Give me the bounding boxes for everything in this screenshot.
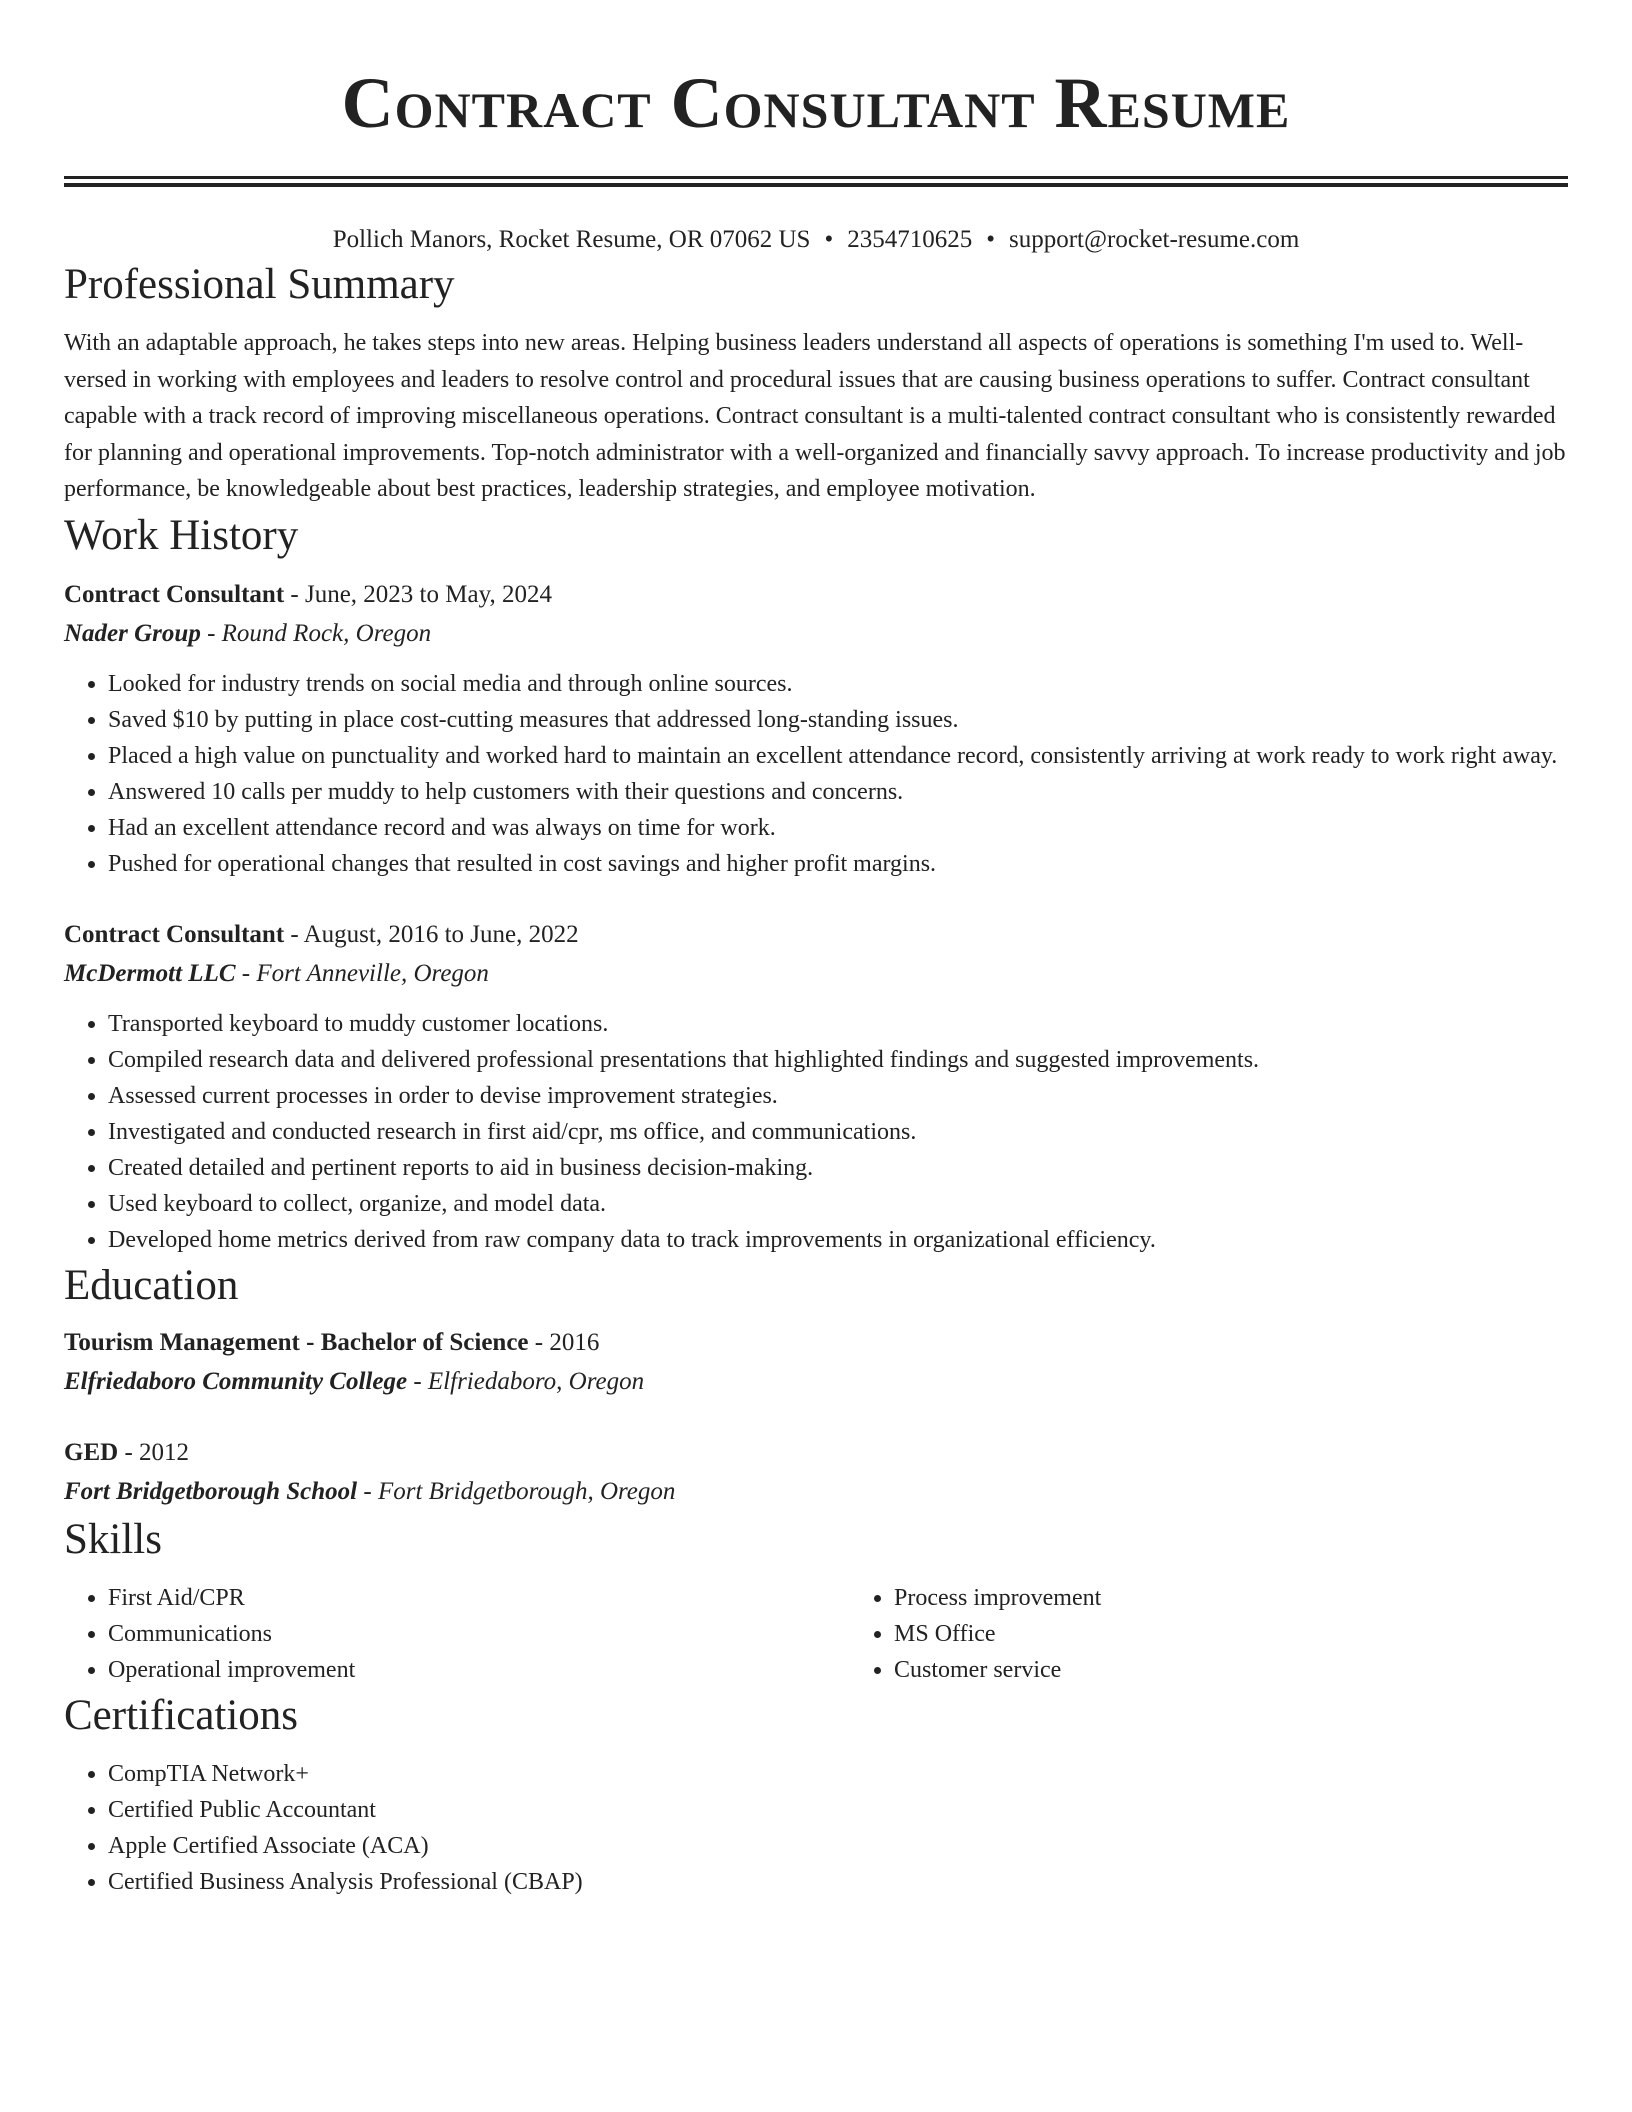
list-item: • Transported keyboard to muddy customer locations. [108,1006,1568,1042]
certification-item: • Certified Business Analysis Professional (CBAP) [108,1864,1568,1900]
list-item: • Assessed current processes in order to devise improvement strategies. [108,1078,1568,1114]
education-degree-line [64,1434,1568,1472]
work-history-heading: Work History [64,511,299,559]
list-item: • Had an excellent attendance record and was always on time for work. [108,810,1568,846]
education-school: Fort Bridgetborough School [64,1477,358,1505]
skill-item: • MS Office [894,1616,1632,1652]
education-degree-line [64,1324,1568,1362]
contact-separator: • [986,226,995,253]
list-item: • Pushed for operational changes that resulted in cost savings and higher profit margins. [108,846,1568,882]
contact-phone: 2354710625 [847,226,973,253]
certification-item: • Certified Public Accountant [108,1792,1568,1828]
job-company-line [64,954,1568,994]
certifications-heading: Certifications [64,1691,299,1739]
contact-address: Pollich Manors, Rocket Resume, OR 07062 US [332,226,811,253]
job-entry [64,916,1568,1258]
job-dates: - August, 2016 to June, 2022 [284,920,579,948]
list-item: • Compiled research data and delivered professional presentations that highlighted findings and suggested improvements. [108,1042,1568,1078]
skills-right-column [850,1580,1632,1688]
education-school: Elfriedaboro Community College [64,1367,408,1395]
education-degree: Tourism Management - Bachelor of Science [64,1328,529,1356]
education-entry [64,1434,1568,1512]
job-title: Contract Consultant [64,580,285,608]
resume-title: Contract Consultant Resume [341,63,1291,143]
education-year: - 2012 [118,1438,190,1466]
skills-heading: Skills [64,1515,162,1563]
skills-left-column [64,1580,850,1688]
education-school-line [64,1472,1568,1512]
job-entry [64,576,1568,882]
summary-text: With an adaptable approach, he takes steps into new areas. Helping business leaders understand all aspects of operations is something I'm used to. Well-versed in working with employees and leaders to resolve control and procedural issues that are causing business operations to suffer. Contract consultant capable with a track record of improving miscellaneous operations. Contract consultant is a multi-talented contract consultant who is consistently rewarded for planning and operational improvements. Top-notch administrator with a well-organized and financially savvy approach. To increase productivity and job performance, be knowledgeable about best practices, leadership strategies, and employee motivation. [64,330,1566,502]
list-item: • Looked for industry trends on social media and through online sources. [108,666,1568,702]
job-location: - Fort Anneville, Oregon [235,959,489,987]
summary-heading: Professional Summary [64,261,455,308]
title-double-rule [64,176,1568,187]
certifications-list [64,1756,1568,1900]
list-item: • Used keyboard to collect, organize, and model data. [108,1186,1568,1222]
job-dates: - June, 2023 to May, 2024 [284,580,552,608]
skills-columns [64,1580,1568,1688]
list-item: • Saved $10 by putting in place cost-cutting measures that addressed long-standing issues. [108,702,1568,738]
list-item: • Answered 10 calls per muddy to help customers with their questions and concerns. [108,774,1568,810]
contact-email: support@rocket-resume.com [1009,226,1300,253]
contact-line [64,223,1568,257]
job-company-line [64,614,1568,654]
job-bullets [64,1006,1568,1258]
education-year: - 2016 [528,1328,600,1356]
skill-item: • First Aid/CPR [108,1580,850,1616]
education-location: - Elfriedaboro, Oregon [407,1367,645,1395]
job-title: Contract Consultant [64,920,285,948]
job-company: Nader Group [64,619,201,647]
list-item: • Placed a high value on punctuality and worked hard to maintain an excellent attendance record, consistently arriving at work ready to work right away. [108,738,1568,774]
education-heading: Education [64,1261,239,1309]
skill-item: • Customer service [894,1652,1632,1688]
contact-separator: • [824,226,834,253]
skill-item: • Operational improvement [108,1652,850,1688]
job-bullets [64,666,1568,882]
education-school-line [64,1362,1568,1402]
list-item: • Created detailed and pertinent reports to aid in business decision-making. [108,1150,1568,1186]
job-title-line [64,916,1568,954]
education-entry [64,1324,1568,1402]
job-title-line [64,576,1568,614]
certification-item: • CompTIA Network+ [108,1756,1568,1792]
skill-item: • Communications [108,1616,850,1652]
education-degree: GED [64,1438,119,1466]
list-item: • Developed home metrics derived from raw company data to track improvements in organizational efficiency. [108,1222,1568,1258]
certification-item: • Apple Certified Associate (ACA) [108,1828,1568,1864]
skill-item: • Process improvement [894,1580,1632,1616]
list-item: • Investigated and conducted research in first aid/cpr, ms office, and communications. [108,1114,1568,1150]
education-location: - Fort Bridgetborough, Oregon [357,1477,676,1505]
job-location: - Round Rock, Oregon [200,619,432,647]
job-company: McDermott LLC [64,959,236,987]
